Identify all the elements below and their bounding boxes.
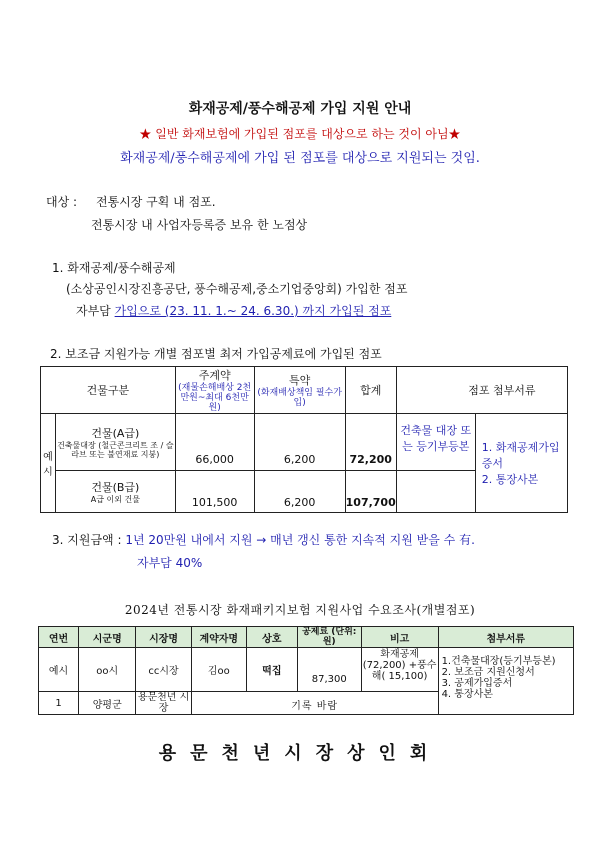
- survey-example-city: oo시: [79, 648, 136, 692]
- row-b-building: 건물(B급) A급 이외 건물: [56, 471, 176, 513]
- section1-detail: (소상공인시장진흥공단, 풍수해공제,중소기업중앙회) 가입한 점포: [66, 282, 408, 296]
- warning-line: ★ 일반 화재보험에 가입된 점포를 대상으로 하는 것이 아님★: [139, 127, 461, 141]
- survey-row1-market[interactable]: 용문천년 시장: [137, 692, 190, 714]
- survey-header-shop: 상호: [246, 627, 297, 648]
- section3-text-1: 1년 20만원 내에서 지원 → 매년 갱신 통한 지속적 지원 받을 수 有.: [125, 533, 475, 547]
- survey-example-note: 화재공제 (72,200) +풍수해( 15,100): [361, 648, 438, 692]
- header-docs: 점포 첨부서류: [396, 367, 567, 414]
- row-a-building: 건물(A급) 건축물대장 (철근콘크리트 조 / 슬라브 또는 불연재료 지붕): [56, 414, 176, 471]
- row-b-main: 101,500: [175, 471, 254, 513]
- header-main: 주계약 (재물손해배상 2천만원~최대 6천만원): [175, 367, 254, 414]
- survey-row1-city: 양평군: [79, 692, 136, 715]
- survey-table: [38, 626, 574, 715]
- survey-example-docs: 1.건축물대장(등기부등본) 2. 보조금 지원신청서 3. 공제가입증서 4. 통장사본: [438, 648, 573, 715]
- survey-row1-no: 1: [39, 692, 79, 715]
- survey-header-name: 계약자명: [191, 627, 246, 648]
- header-building: 건물구분: [41, 367, 176, 414]
- survey-caption: 2024년 전통시장 화재패키지보험 지원사업 수요조사(개별점포): [124, 603, 476, 617]
- survey-header-city: 시군명: [79, 627, 136, 648]
- support-table: [40, 366, 568, 513]
- row-b-total: 107,700: [345, 471, 396, 513]
- survey-header-docs: 첨부서류: [438, 627, 573, 648]
- row-b-special: 6,200: [254, 471, 345, 513]
- header-total: 합계: [345, 367, 396, 414]
- example-label: 예시: [41, 414, 56, 513]
- footer-organization: 용문천년시장상인회: [158, 743, 442, 764]
- row-a-special: 6,200: [254, 414, 345, 471]
- page-title: 화재공제/풍수해공제 가입 지원 안내: [188, 101, 412, 117]
- docs-registry-blank: [396, 471, 475, 513]
- survey-header-market: 시장명: [136, 627, 191, 648]
- target-label: 대상 :: [46, 195, 78, 209]
- section3-heading: 3. 지원금액 :: [52, 533, 122, 547]
- burden-text: 가입으로 (23. 11. 1.~ 24. 6.30.) 까지 가입된 점포: [114, 304, 392, 318]
- section2-heading: 2. 보조금 지원가능 개별 점포별 최저 가입공제료에 가입된 점포: [50, 347, 382, 361]
- survey-example-fee: 87,300: [297, 648, 361, 692]
- notice-line: 화재공제/풍수해공제에 가입 된 점포를 대상으로 지원되는 것임.: [120, 151, 480, 166]
- burden-label: 자부담: [76, 304, 111, 318]
- row-a-main: 66,000: [175, 414, 254, 471]
- survey-header-fee: 공제료 (단위:원): [297, 627, 361, 648]
- survey-header-note: 비고: [361, 627, 438, 648]
- docs-registry: 건축물 대장 또는 등기부등본: [396, 414, 475, 471]
- survey-example-no: 예시: [39, 648, 79, 692]
- header-special: 특약 (화재배상책임 필수가입): [254, 367, 345, 414]
- section1-burden: [76, 302, 391, 319]
- survey-header-no: 연번: [39, 627, 79, 648]
- section3-line-1: [52, 531, 475, 548]
- target-line-1: 전통시장 구획 내 점포.: [96, 195, 216, 209]
- target-line-2: 전통시장 내 사업자등록증 보유 한 노점상: [91, 218, 308, 232]
- survey-example-name: 김oo: [191, 648, 246, 692]
- survey-example-shop: 떡집: [246, 648, 297, 692]
- survey-row1-entry[interactable]: 기록 바람: [191, 692, 438, 715]
- row-a-total: 72,200: [345, 414, 396, 471]
- docs-list: 1. 화재공제가입증서 2. 통장사본: [475, 414, 567, 513]
- section3-text-2: 자부담 40%: [137, 556, 203, 570]
- survey-example-market: cc시장: [136, 648, 191, 692]
- section1-heading: 1. 화재공제/풍수해공제: [52, 261, 176, 275]
